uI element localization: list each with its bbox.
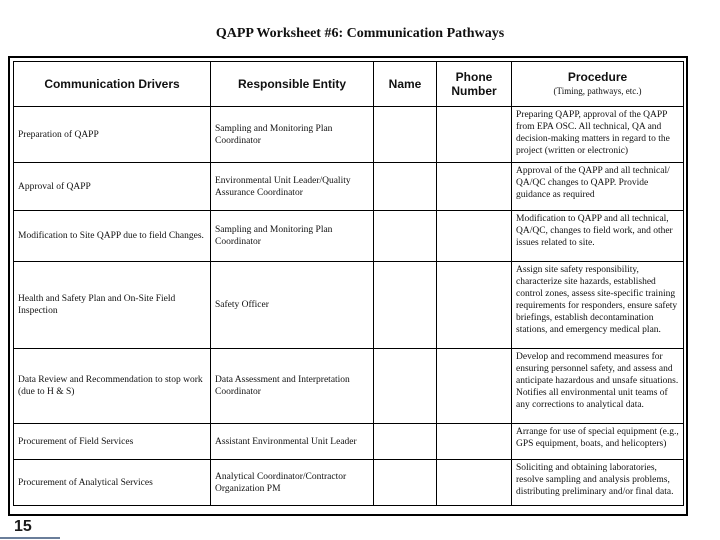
worksheet-title: QAPP Worksheet #6: Communication Pathways xyxy=(215,26,505,41)
driver-cell: Approval of QAPP xyxy=(14,163,211,211)
header-row xyxy=(14,62,684,107)
phone-cell xyxy=(437,262,512,349)
header-procedure-sublabel: (Timing, pathways, etc.) xyxy=(553,86,642,96)
footer-divider xyxy=(0,537,60,539)
driver-cell: Data Review and Recommendation to stop work (due to H & S) xyxy=(14,349,211,424)
driver-cell: Procurement of Analytical Services xyxy=(14,460,211,506)
name-cell xyxy=(374,460,437,506)
table-row xyxy=(14,262,684,349)
name-cell xyxy=(374,424,437,460)
header-name: Name xyxy=(374,62,437,107)
entity-cell: Assistant Environmental Unit Leader xyxy=(211,424,374,460)
procedure-cell: Arrange for use of special equipment (e.g., GPS equipment, boats, and helicopters) xyxy=(512,424,684,460)
name-cell xyxy=(374,163,437,211)
phone-cell xyxy=(437,163,512,211)
procedure-cell: Develop and recommend measures for ensuring personnel safety, and assess and anticipate hazardous and unsafe situations. Notifies all environmental unit teams of any corrections to analytical data. xyxy=(512,349,684,424)
table-row xyxy=(14,349,684,424)
driver-cell: Preparation of QAPP xyxy=(14,107,211,163)
header-procedure xyxy=(512,62,684,107)
entity-cell: Safety Officer xyxy=(211,262,374,349)
header-communication-drivers: Communication Drivers xyxy=(14,62,211,107)
entity-cell: Analytical Coordinator/Contractor Organization PM xyxy=(211,460,374,506)
entity-cell: Data Assessment and Interpretation Coordinator xyxy=(211,349,374,424)
name-cell xyxy=(374,349,437,424)
communication-table-frame xyxy=(8,56,688,516)
procedure-cell: Preparing QAPP, approval of the QAPP from EPA OSC. All technical, QA and decision-making matters in regard to the project (written or electronic) xyxy=(512,107,684,163)
header-responsible-entity: Responsible Entity xyxy=(211,62,374,107)
table-row xyxy=(14,424,684,460)
phone-cell xyxy=(437,349,512,424)
entity-cell: Environmental Unit Leader/Quality Assurance Coordinator xyxy=(211,163,374,211)
name-cell xyxy=(374,211,437,262)
page-number: 15 xyxy=(14,518,32,535)
header-phone-number: Phone Number xyxy=(437,62,512,107)
entity-cell: Sampling and Monitoring Plan Coordinator xyxy=(211,211,374,262)
phone-cell xyxy=(437,424,512,460)
name-cell xyxy=(374,262,437,349)
table-row xyxy=(14,460,684,506)
driver-cell: Procurement of Field Services xyxy=(14,424,211,460)
procedure-cell: Assign site safety responsibility, characterize site hazards, established control zones, assess site-specific training requirements for responders, ensure safety briefings, establish decontamination stations, and emergency medical plan. xyxy=(512,262,684,349)
phone-cell xyxy=(437,460,512,506)
driver-cell: Modification to Site QAPP due to field Changes. xyxy=(14,211,211,262)
phone-cell xyxy=(437,211,512,262)
procedure-cell: Approval of the QAPP and all technical/ QA/QC changes to QAPP. Provide guidance as required xyxy=(512,163,684,211)
procedure-cell: Soliciting and obtaining laboratories, resolve sampling and analysis problems, distributing preliminary and/or final data. xyxy=(512,460,684,506)
table-row xyxy=(14,163,684,211)
table-row xyxy=(14,107,684,163)
procedure-cell: Modification to QAPP and all technical, QA/QC, changes to field work, and other issues related to site. xyxy=(512,211,684,262)
header-procedure-label: Procedure xyxy=(567,70,628,84)
phone-cell xyxy=(437,107,512,163)
entity-cell: Sampling and Monitoring Plan Coordinator xyxy=(211,107,374,163)
communication-pathways-table xyxy=(13,61,684,506)
name-cell xyxy=(374,107,437,163)
table-row xyxy=(14,211,684,262)
driver-cell: Health and Safety Plan and On-Site Field Inspection xyxy=(14,262,211,349)
